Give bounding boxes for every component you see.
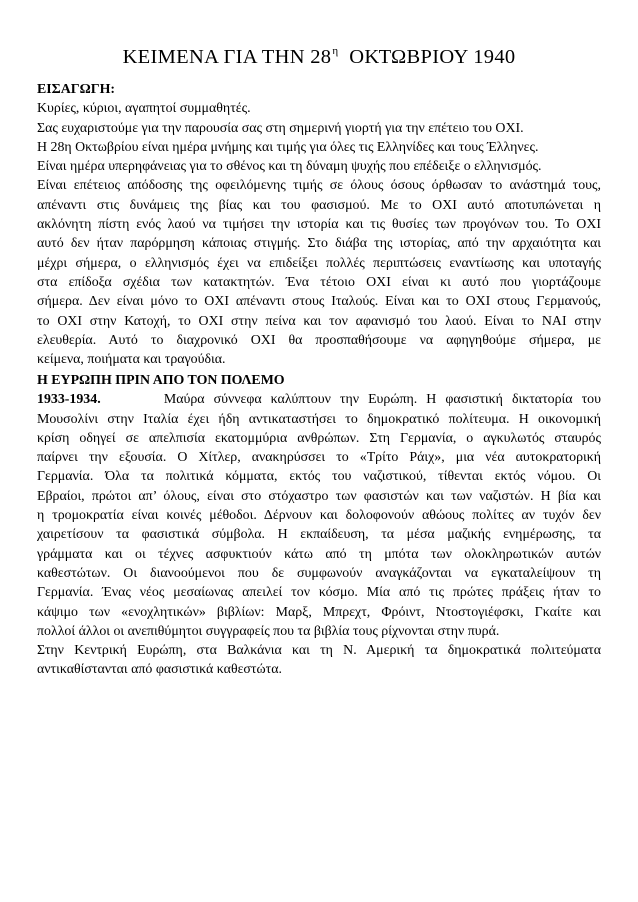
intro-line: ακλόνητη πίστη ενός λαού να τιμήσει την ιστορία και τις θυσίες των προγόνων του. Το ΟΧΙ [37, 217, 601, 233]
intro-line: αυτό δεν ήταν παρόρμηση κάποιας στιγμής. Στο διάβα της ιστορίας, από την αρχαιότητα και [37, 236, 601, 252]
intro-line: ελευθερία. Αυτό το διαχρονικό ΟΧΙ θα προσπαθήσουμε να αφηγηθούμε σήμερα, με [37, 332, 601, 348]
europe-line: καθεστώτων. Οι διανοούμενοι που δε συμφωνούν αναγκάζονται να εγκαταλείψουν τη [37, 565, 601, 581]
page-title [0, 38, 638, 70]
intro-line: Είναι επέτειος απόδοσης της οφειλόμενης τιμής σε όλους όσους όρθωσαν το ανάστημά τους, [37, 178, 601, 194]
europe-line: Γερμανία. Όλα τα πολιτικά κόμματα, εκτός του ναζιστικού, τίθενται εκτός νόμου. Οι [37, 469, 601, 485]
europe-line: Γερμανία. Ένας νέος μεσαίωνας απειλεί τον κόσμο. Μία από τις πρώτες πράξεις ήταν το [37, 585, 601, 601]
intro-line: Κυρίες, κύριοι, αγαπητοί συμμαθητές. [37, 101, 251, 117]
intro-line: Σας ευχαριστούμε για την παρουσία σας στη σημερινή γιορτή για την επέτειο του ΟΧΙ. [37, 120, 524, 136]
intro-line: στα επίδοξα σχέδια των κατακτητών. Ένα τέτοιο ΟΧΙ είναι κι αυτό που γιορτάζουμε [37, 274, 601, 290]
title-tail: ΟΚΤΩΒΡΙΟΥ 1940 [349, 46, 516, 68]
europe-section [37, 371, 601, 680]
intro-section [37, 80, 601, 369]
europe-line: πολλοί άλλοι οι ανεπιθύμητοι συγγραφείς που τα βιβλία τους ρίχνονται στην πυρά. [37, 623, 500, 639]
europe-line: Εβραίοι, πρώτοι απ’ όλους, είναι στο στόχαστρο των φασιστών και των ναζιστών. Η βία και [37, 488, 601, 504]
europe-line: κάψιμο των «ενοχλητικών» βιβλίων: Μαρξ, Μπρεχτ, Φρόιντ, Ντοστογιέφσκι, Γκαίτε και [37, 604, 601, 620]
intro-line: Η 28η Οκτωβρίου είναι ημέρα μνήμης και τιμής για όλες τις Ελληνίδες και τους Έλληνες. [37, 139, 539, 155]
europe-line: παίρνει την εξουσία. Ο Χίτλερ, ανακηρύσσει το «Τρίτο Ράιχ», μια νέα αυτοκρατορική [37, 450, 601, 466]
europe-line: χαιρετίσουν τα φασιστικά σύμβολα. Η εκπαίδευση, τα μέσα μαζικής ενημέρωσης, τα [37, 527, 601, 543]
year-label: 1933-1934. [37, 392, 101, 408]
europe-line: η τρομοκρατία είναι κοινές μέθοδοι. Δέρνουν και δολοφονούν αθώους πολίτες αν τυχόν δεν [37, 508, 601, 524]
europe-first-line-text: Μαύρα σύννεφα καλύπτουν την Ευρώπη. Η φασιστική δικτατορία του [163, 392, 601, 408]
europe-line: κρίση οδηγεί σε απελπισία εκατομμύρια ανθρώπων. Στη Γερμανία, ο αγκυλωτός σταυρός [37, 430, 601, 446]
title-main: ΚΕΙΜΕΝΑ ΓΙΑ ΤΗΝ 28 [122, 46, 332, 68]
intro-line: απέναντι στις δυνάμεις της βίας και του φασισμού. Με το ΟΧΙ αυτό αποτυπώνεται η [37, 197, 601, 213]
intro-line: Είναι ημέρα υπερηφάνειας για το σθένος και τη δύναμη ψυχής που επέδειξε ο ελληνισμός. [37, 159, 542, 175]
europe-line: Μουσολίνι στην Ιταλία έχει ήδη αντικαταστήσει το δημοκρατικό πολίτευμα. Η οικονομική [37, 411, 601, 427]
intro-line: μέχρι σήμερα, ο ελληνισμός έχει να επιδείξει πολλές περιπτώσεις εναντίωσης και υποταγής [37, 255, 601, 271]
europe-line: Στην Κεντρική Ευρώπη, στα Βαλκάνια και τη Ν. Αμερική τα δημοκρατικά πολιτεύματα [37, 643, 601, 659]
intro-line: σήμερα. Δεν είναι μόνο το ΟΧΙ απέναντι στους Ιταλούς. Είναι και το ΟΧΙ στους Γερμανούς, [37, 294, 601, 310]
intro-line: το ΟΧΙ στην Κατοχή, το ΟΧΙ στην πείνα και τον αφανισμό του λαού. Είναι το ΝΑΙ στην [37, 313, 601, 329]
intro-line: κείμενα, ποιήματα και τραγούδια. [37, 352, 226, 368]
europe-heading: Η ΕΥΡΩΠΗ ΠΡΙΝ ΑΠΟ ΤΟΝ ΠΟΛΕΜΟ [37, 373, 285, 388]
europe-line: γράμματα και οι τέχνες ασφυκτιούν κάτω από τη μπότα των ολοκληρωτικών αυτών [37, 546, 601, 562]
title-superscript: η [332, 45, 339, 57]
intro-heading: ΕΙΣΑΓΩΓΗ: [37, 82, 116, 97]
europe-first-line [37, 390, 601, 409]
europe-line: αντικαθίστανται από φασιστικά καθεστώτα. [37, 662, 282, 678]
